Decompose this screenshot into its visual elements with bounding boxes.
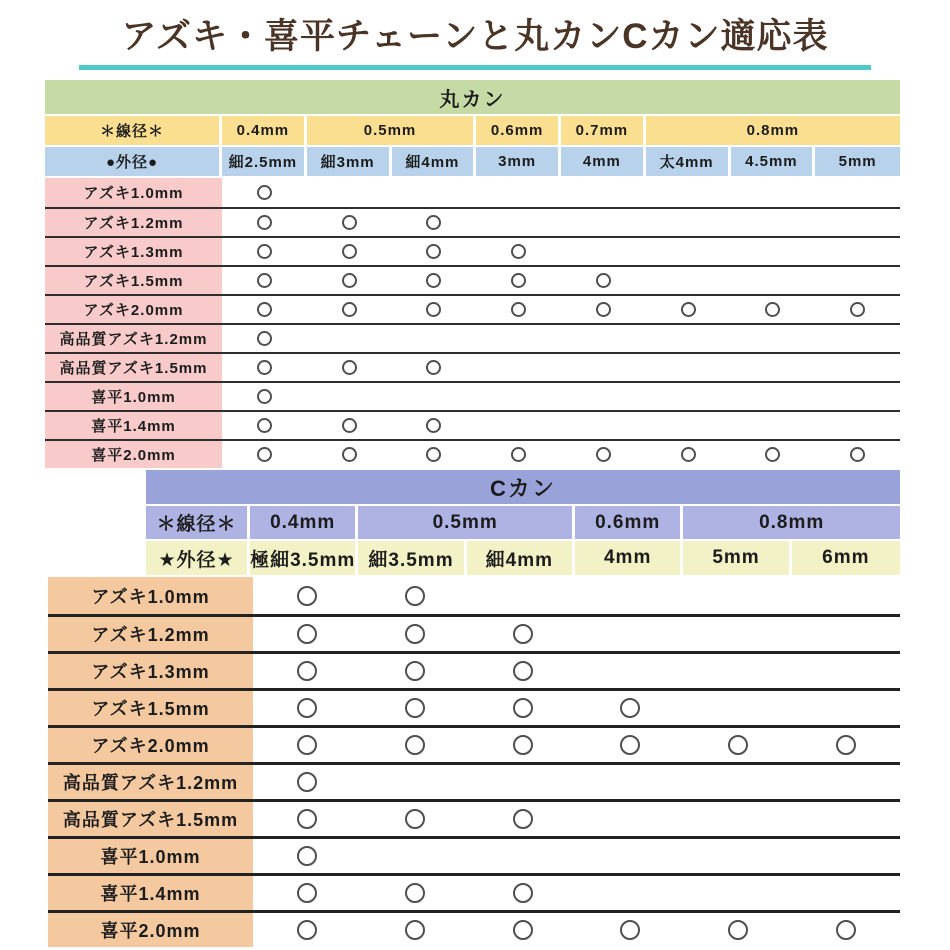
mark-cell	[815, 238, 900, 265]
outer-size-cell: 4.5mm	[731, 147, 816, 176]
mark-cell	[222, 178, 307, 207]
outer-size-cell: 6mm	[792, 541, 900, 575]
mark-cell	[476, 383, 561, 410]
mark-cell	[476, 441, 561, 468]
mark-cell	[222, 209, 307, 236]
mark-cell	[792, 876, 900, 910]
mark-cell	[469, 728, 577, 762]
circle-mark	[342, 302, 357, 317]
row-label: 高品質アズキ1.5mm	[45, 354, 222, 381]
mark-cell	[307, 209, 392, 236]
circle-mark	[426, 302, 441, 317]
row-label: アズキ1.3mm	[48, 654, 253, 688]
ckan-table	[45, 470, 900, 947]
mark-cell	[792, 654, 900, 688]
mark-cell	[469, 765, 577, 799]
circle-mark	[297, 586, 317, 606]
circle-mark	[426, 273, 441, 288]
table-body	[45, 178, 900, 468]
mark-cell	[476, 178, 561, 207]
outer-size-cell: 極細3.5mm	[250, 541, 358, 575]
mark-cell	[222, 441, 307, 468]
mark-cell	[792, 577, 900, 614]
row-label: アズキ1.3mm	[45, 238, 222, 265]
outer-size-cell: 細4mm	[467, 541, 575, 575]
table-row	[45, 381, 900, 410]
mark-cell	[792, 617, 900, 651]
row-label: アズキ1.2mm	[45, 209, 222, 236]
header-rows	[45, 116, 900, 176]
wire-size-cell: 0.6mm	[575, 506, 683, 539]
wire-diameter-row	[146, 506, 900, 539]
mark-cell	[792, 913, 900, 947]
row-label: アズキ1.0mm	[48, 577, 253, 614]
row-label: 高品質アズキ1.5mm	[48, 802, 253, 836]
mark-cell	[731, 267, 816, 294]
mark-cell	[476, 238, 561, 265]
wire-size-cell: 0.5mm	[358, 506, 575, 539]
mark-cell	[469, 839, 577, 873]
mark-cell	[361, 728, 469, 762]
mark-cell	[577, 839, 685, 873]
mark-cell	[792, 728, 900, 762]
mark-cell	[731, 383, 816, 410]
row-label: アズキ2.0mm	[45, 296, 222, 323]
mark-cell	[731, 441, 816, 468]
circle-mark	[513, 624, 533, 644]
mark-cell	[561, 325, 646, 352]
mark-cell	[577, 617, 685, 651]
wire-size-cell: 0.4mm	[250, 506, 358, 539]
circle-mark	[850, 447, 865, 462]
circle-mark	[426, 447, 441, 462]
mark-cell	[815, 354, 900, 381]
circle-mark	[836, 920, 856, 940]
mark-cell	[731, 178, 816, 207]
circle-mark	[426, 244, 441, 259]
table-row	[48, 836, 900, 873]
mark-cell	[561, 178, 646, 207]
mark-cell	[577, 876, 685, 910]
table-row	[45, 352, 900, 381]
mark-cell	[646, 441, 731, 468]
circle-mark	[620, 735, 640, 755]
mark-cell	[222, 238, 307, 265]
circle-mark	[342, 273, 357, 288]
mark-cell	[253, 691, 361, 725]
circle-mark	[765, 302, 780, 317]
outer-diameter-label: ●外径●	[45, 147, 222, 176]
circle-mark	[297, 809, 317, 829]
circle-mark	[405, 735, 425, 755]
wire-diameter-label: ＊線径＊	[146, 506, 250, 539]
row-label: 高品質アズキ1.2mm	[48, 765, 253, 799]
mark-cell	[222, 325, 307, 352]
mark-cell	[646, 238, 731, 265]
circle-mark	[297, 698, 317, 718]
circle-mark	[257, 185, 272, 200]
circle-mark	[297, 920, 317, 940]
table-row	[48, 873, 900, 910]
mark-cell	[253, 577, 361, 614]
mark-cell	[646, 209, 731, 236]
table-row	[45, 178, 900, 207]
table-row	[45, 265, 900, 294]
mark-cell	[561, 296, 646, 323]
circle-mark	[405, 698, 425, 718]
mark-cell	[392, 238, 477, 265]
mark-cell	[577, 765, 685, 799]
table-row	[45, 410, 900, 439]
circle-mark	[596, 447, 611, 462]
mark-cell	[361, 691, 469, 725]
circle-mark	[681, 447, 696, 462]
mark-cell	[684, 654, 792, 688]
table-row	[45, 439, 900, 468]
mark-cell	[392, 383, 477, 410]
mark-cell	[476, 325, 561, 352]
mark-cell	[731, 354, 816, 381]
wire-size-cell: 0.8mm	[683, 506, 900, 539]
circle-mark	[513, 661, 533, 681]
mark-cell	[392, 267, 477, 294]
circle-mark	[342, 244, 357, 259]
circle-mark	[342, 418, 357, 433]
circle-mark	[297, 661, 317, 681]
outer-size-cell: 4mm	[561, 147, 646, 176]
mark-cell	[253, 839, 361, 873]
mark-cell	[646, 383, 731, 410]
mark-cell	[392, 325, 477, 352]
circle-mark	[511, 447, 526, 462]
table-row	[48, 910, 900, 947]
mark-cell	[361, 577, 469, 614]
mark-cell	[577, 577, 685, 614]
mark-cell	[646, 296, 731, 323]
table-row	[48, 577, 900, 614]
circle-mark	[257, 418, 272, 433]
mark-cell	[684, 913, 792, 947]
mark-cell	[392, 296, 477, 323]
wire-size-cell: 0.8mm	[646, 116, 900, 145]
row-label: アズキ1.5mm	[45, 267, 222, 294]
wire-diameter-row	[45, 116, 900, 145]
circle-mark	[681, 302, 696, 317]
mark-cell	[646, 354, 731, 381]
mark-cell	[792, 691, 900, 725]
mark-cell	[561, 354, 646, 381]
circle-mark	[728, 920, 748, 940]
mark-cell	[684, 802, 792, 836]
circle-mark	[257, 360, 272, 375]
outer-size-cell: 太4mm	[646, 147, 731, 176]
mark-cell	[361, 802, 469, 836]
header-rows	[146, 506, 900, 575]
circle-mark	[836, 735, 856, 755]
mark-cell	[731, 412, 816, 439]
mark-cell	[684, 617, 792, 651]
circle-mark	[513, 735, 533, 755]
outer-diameter-row	[45, 147, 900, 176]
table-row	[48, 799, 900, 836]
outer-size-cell: 3mm	[476, 147, 561, 176]
mark-cell	[815, 209, 900, 236]
mark-cell	[561, 267, 646, 294]
mark-cell	[469, 691, 577, 725]
mark-cell	[561, 209, 646, 236]
mark-cell	[253, 876, 361, 910]
outer-size-cell: 5mm	[815, 147, 900, 176]
circle-mark	[511, 302, 526, 317]
mark-cell	[476, 412, 561, 439]
wire-size-cell: 0.7mm	[561, 116, 646, 145]
circle-mark	[342, 447, 357, 462]
mark-cell	[222, 412, 307, 439]
wire-diameter-label: ＊線径＊	[45, 116, 222, 145]
mark-cell	[476, 209, 561, 236]
mark-cell	[307, 383, 392, 410]
circle-mark	[728, 735, 748, 755]
circle-mark	[297, 883, 317, 903]
table-row	[48, 614, 900, 651]
mark-cell	[684, 876, 792, 910]
mark-cell	[561, 412, 646, 439]
mark-cell	[253, 617, 361, 651]
outer-diameter-label: ★外径★	[146, 541, 250, 575]
circle-mark	[405, 883, 425, 903]
mark-cell	[469, 577, 577, 614]
mark-cell	[307, 178, 392, 207]
mark-cell	[253, 913, 361, 947]
mark-cell	[577, 691, 685, 725]
mark-cell	[792, 839, 900, 873]
mark-cell	[361, 654, 469, 688]
mark-cell	[646, 412, 731, 439]
circle-mark	[257, 389, 272, 404]
row-label: アズキ2.0mm	[48, 728, 253, 762]
circle-mark	[257, 273, 272, 288]
row-label: 喜平1.0mm	[45, 383, 222, 410]
circle-mark	[297, 735, 317, 755]
page-title: アズキ・喜平チェーンと丸カンCカン適応表	[79, 15, 870, 70]
mark-cell	[307, 412, 392, 439]
circle-mark	[342, 215, 357, 230]
mark-cell	[815, 267, 900, 294]
mark-cell	[731, 238, 816, 265]
mark-cell	[476, 267, 561, 294]
mark-cell	[577, 654, 685, 688]
circle-mark	[513, 698, 533, 718]
mark-cell	[815, 296, 900, 323]
row-label: 喜平2.0mm	[48, 913, 253, 947]
table-row	[45, 236, 900, 265]
mark-cell	[815, 441, 900, 468]
mark-cell	[253, 765, 361, 799]
outer-size-cell: 細3mm	[307, 147, 392, 176]
circle-mark	[513, 809, 533, 829]
mark-cell	[361, 839, 469, 873]
circle-mark	[511, 273, 526, 288]
circle-mark	[405, 920, 425, 940]
circle-mark	[405, 586, 425, 606]
outer-size-cell: 4mm	[575, 541, 683, 575]
mark-cell	[392, 209, 477, 236]
circle-mark	[511, 244, 526, 259]
circle-mark	[850, 302, 865, 317]
circle-mark	[426, 418, 441, 433]
mark-cell	[561, 238, 646, 265]
mark-cell	[577, 913, 685, 947]
mark-cell	[361, 876, 469, 910]
row-label: 喜平1.4mm	[48, 876, 253, 910]
mark-cell	[222, 383, 307, 410]
mark-cell	[307, 296, 392, 323]
circle-mark	[620, 698, 640, 718]
mark-cell	[253, 654, 361, 688]
mark-cell	[561, 441, 646, 468]
mark-cell	[815, 412, 900, 439]
outer-size-cell: 細4mm	[392, 147, 477, 176]
mark-cell	[815, 178, 900, 207]
circle-mark	[513, 920, 533, 940]
circle-mark	[297, 772, 317, 792]
table-body	[48, 577, 900, 947]
mark-cell	[469, 913, 577, 947]
circle-mark	[297, 846, 317, 866]
table-title: 丸カン	[45, 80, 900, 114]
row-label: アズキ1.5mm	[48, 691, 253, 725]
mark-cell	[307, 441, 392, 468]
mark-cell	[361, 617, 469, 651]
mark-cell	[469, 617, 577, 651]
mark-cell	[469, 802, 577, 836]
mark-cell	[392, 412, 477, 439]
mark-cell	[307, 267, 392, 294]
table-row	[45, 323, 900, 352]
mark-cell	[222, 354, 307, 381]
circle-mark	[257, 215, 272, 230]
table-row	[45, 207, 900, 236]
mark-cell	[476, 354, 561, 381]
table-row	[48, 651, 900, 688]
row-label: アズキ1.0mm	[45, 178, 222, 207]
mark-cell	[469, 654, 577, 688]
mark-cell	[469, 876, 577, 910]
circle-mark	[257, 244, 272, 259]
circle-mark	[596, 302, 611, 317]
row-label: アズキ1.2mm	[48, 617, 253, 651]
circle-mark	[405, 809, 425, 829]
mark-cell	[361, 765, 469, 799]
mark-cell	[577, 802, 685, 836]
mark-cell	[253, 802, 361, 836]
mark-cell	[307, 238, 392, 265]
circle-mark	[765, 447, 780, 462]
row-label: 高品質アズキ1.2mm	[45, 325, 222, 352]
row-label: 喜平1.0mm	[48, 839, 253, 873]
mark-cell	[392, 441, 477, 468]
mark-cell	[646, 267, 731, 294]
circle-mark	[426, 215, 441, 230]
mark-cell	[646, 178, 731, 207]
mark-cell	[684, 691, 792, 725]
table-row	[48, 688, 900, 725]
outer-size-cell: 5mm	[683, 541, 791, 575]
row-label: 喜平1.4mm	[45, 412, 222, 439]
mark-cell	[684, 577, 792, 614]
mark-cell	[815, 383, 900, 410]
circle-mark	[257, 447, 272, 462]
mark-cell	[684, 839, 792, 873]
mark-cell	[392, 178, 477, 207]
mark-cell	[253, 728, 361, 762]
circle-mark	[257, 331, 272, 346]
circle-mark	[596, 273, 611, 288]
mark-cell	[577, 728, 685, 762]
table-row	[48, 762, 900, 799]
table-row	[45, 294, 900, 323]
circle-mark	[342, 360, 357, 375]
mark-cell	[307, 354, 392, 381]
mark-cell	[476, 296, 561, 323]
mark-cell	[731, 209, 816, 236]
mark-cell	[684, 765, 792, 799]
table-row	[48, 725, 900, 762]
mark-cell	[561, 383, 646, 410]
wire-size-cell: 0.5mm	[307, 116, 477, 145]
circle-mark	[297, 624, 317, 644]
mark-cell	[392, 354, 477, 381]
outer-size-cell: 細2.5mm	[222, 147, 307, 176]
circle-mark	[513, 883, 533, 903]
mark-cell	[792, 802, 900, 836]
circle-mark	[426, 360, 441, 375]
marukan-table	[45, 80, 900, 468]
table-title: Cカン	[146, 470, 900, 504]
circle-mark	[405, 661, 425, 681]
outer-size-cell: 細3.5mm	[358, 541, 466, 575]
mark-cell	[361, 913, 469, 947]
mark-cell	[684, 728, 792, 762]
circle-mark	[405, 624, 425, 644]
row-label: 喜平2.0mm	[45, 441, 222, 468]
mark-cell	[307, 325, 392, 352]
circle-mark	[620, 920, 640, 940]
mark-cell	[222, 267, 307, 294]
mark-cell	[815, 325, 900, 352]
wire-size-cell: 0.4mm	[222, 116, 307, 145]
mark-cell	[222, 296, 307, 323]
title-row	[0, 0, 950, 80]
wire-size-cell: 0.6mm	[476, 116, 561, 145]
mark-cell	[646, 325, 731, 352]
mark-cell	[731, 325, 816, 352]
mark-cell	[792, 765, 900, 799]
outer-diameter-row	[146, 541, 900, 575]
circle-mark	[257, 302, 272, 317]
mark-cell	[731, 296, 816, 323]
